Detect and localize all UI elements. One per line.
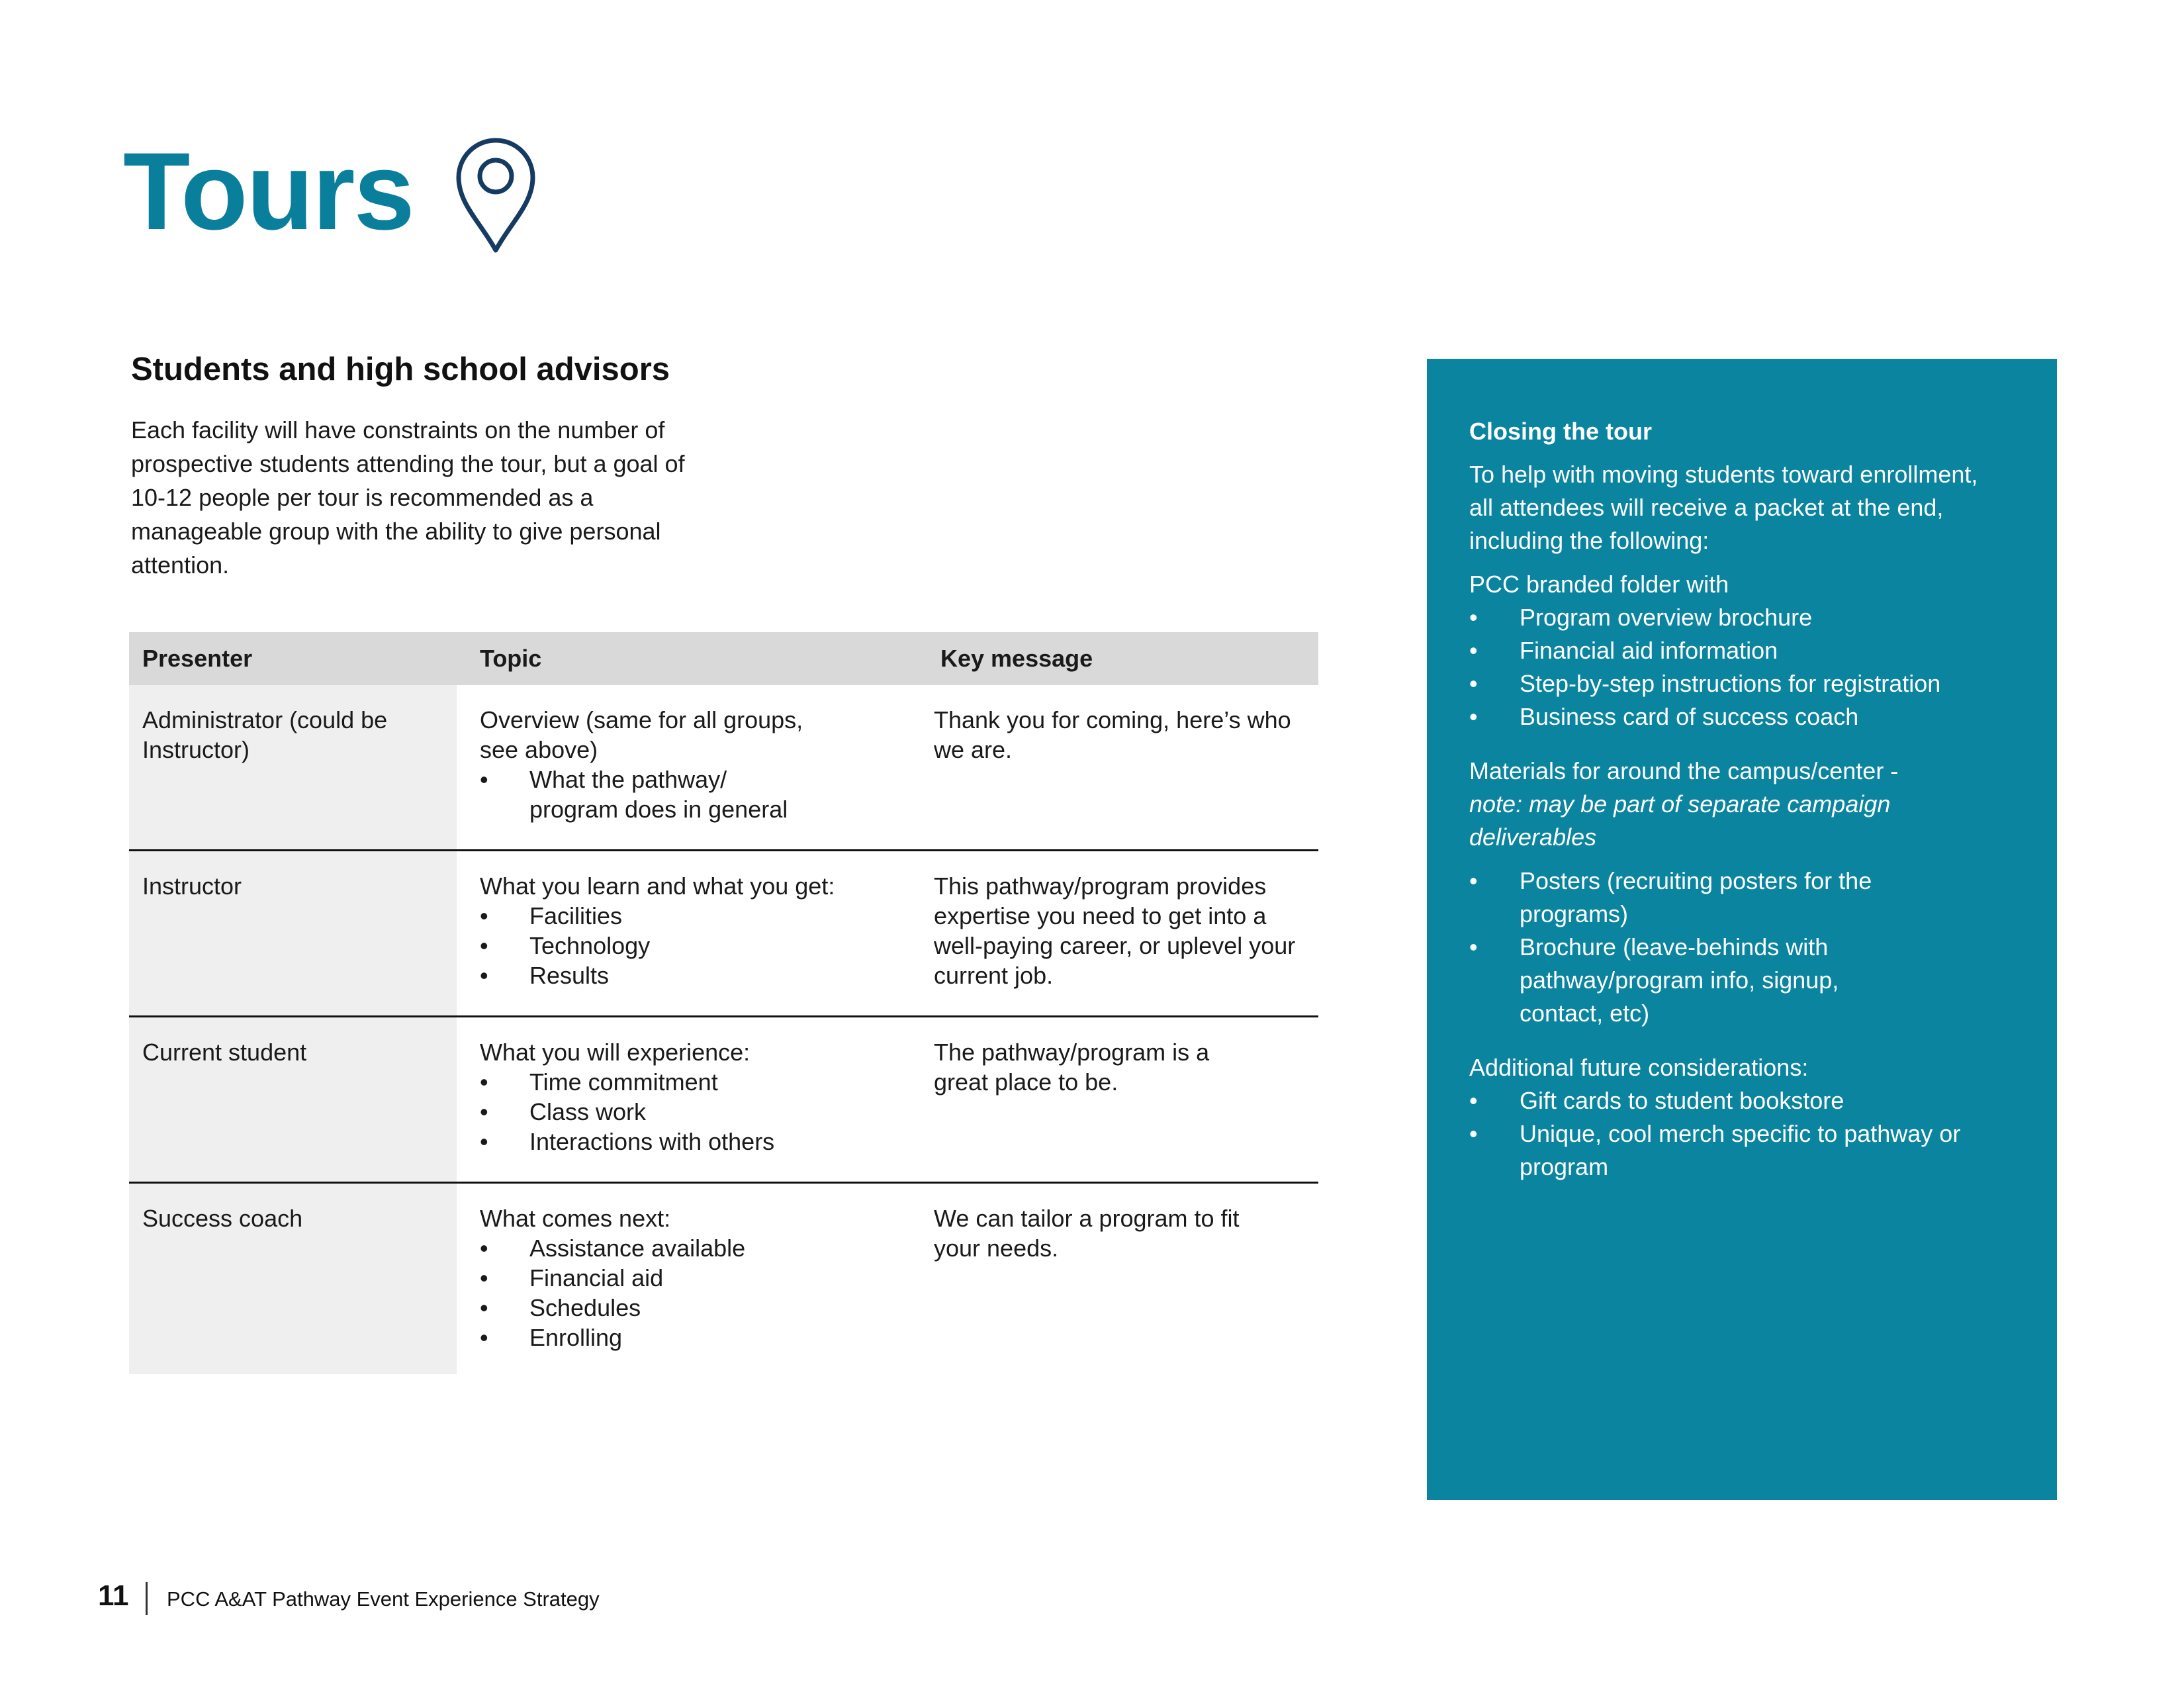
panel-content [1469, 416, 2019, 1184]
presenter-cell: Success coach [129, 1183, 457, 1375]
table-row [129, 1017, 1318, 1183]
presenter-cell: Administrator (could be Instructor) [129, 685, 457, 851]
list-item: • What the pathway/ program does in general [480, 765, 807, 824]
topic-text: What you will experience: [480, 1039, 751, 1066]
key-message-cell: This pathway/program provides expertise you need to get into a well-paying career, or uplevel your current job. [927, 851, 1318, 1017]
folder-list [1469, 601, 2019, 733]
list-item: • Facilities [480, 901, 927, 931]
closing-tour-panel [1427, 359, 2057, 1500]
list-item: • Brochure (leave-behinds with pathway/program info, signup, contact, etc) [1469, 931, 1917, 1030]
topic-list [480, 1233, 927, 1352]
topic-list [480, 765, 927, 824]
list-item: • Financial aid [480, 1263, 927, 1293]
presenter-cell: Instructor [129, 851, 457, 1017]
section-heading: Students and high school advisors [131, 352, 670, 387]
list-item: • Financial aid information [1469, 634, 2019, 667]
topic-list [480, 901, 927, 990]
list-item: • Class work [480, 1097, 927, 1127]
map-pin-icon [454, 138, 537, 254]
topic-cell [457, 1183, 927, 1375]
key-message-cell: The pathway/program is a great place to be. [927, 1017, 1318, 1183]
column-header-topic: Topic [457, 632, 927, 685]
list-item: • Assistance available [480, 1233, 927, 1263]
topic-list [480, 1067, 927, 1156]
list-item: • Results [480, 961, 927, 990]
list-item: • Posters (recruiting posters for the programs) [1469, 865, 1917, 931]
list-item: • Schedules [480, 1293, 927, 1323]
list-item: • Unique, cool merch specific to pathway or program [1469, 1117, 1970, 1184]
column-header-presenter: Presenter [129, 632, 457, 685]
document-title: PCC A&AT Pathway Event Experience Strategy [167, 1587, 600, 1611]
presenter-cell: Current student [129, 1017, 457, 1183]
list-item: • Gift cards to student bookstore [1469, 1084, 2019, 1117]
panel-intro: To help with moving students toward enrollment, all attendees will receive a packet at the end, including the following: [1469, 461, 1978, 554]
list-item: • Business card of success coach [1469, 700, 2019, 733]
table-row [129, 1183, 1318, 1375]
list-item: • Program overview brochure [1469, 601, 2019, 634]
topic-cell [457, 685, 927, 851]
footer-divider [146, 1582, 148, 1615]
materials-list [1469, 865, 2019, 1030]
key-message-cell: Thank you for coming, here’s who we are. [927, 685, 1318, 851]
table-row [129, 685, 1318, 851]
table-header-row [129, 632, 1318, 685]
list-item: • Time commitment [480, 1067, 927, 1097]
key-message-cell: We can tailor a program to fit your needs. [934, 1205, 1240, 1262]
future-label: Additional future considerations: [1469, 1054, 1809, 1081]
topic-text: What comes next: [480, 1205, 671, 1232]
topic-text: What you learn and what you get: [480, 872, 835, 900]
tour-presenters-table [129, 632, 1318, 1374]
page-title: Tours [123, 130, 414, 253]
page-number: 11 [98, 1579, 129, 1612]
folder-label: PCC branded folder with [1469, 571, 1729, 598]
column-header-key-message: Key message [927, 632, 1318, 685]
future-list [1469, 1084, 2019, 1184]
topic-cell [457, 851, 927, 1017]
intro-paragraph: Each facility will have constraints on the number of prospective students attending the tour, but a goal of 10-12 people per tour is recommended as a manageable group with the ability to give personal attention. [131, 416, 685, 579]
materials-note: note: may be part of separate campaign deliverables [1469, 790, 1891, 851]
panel-heading: Closing the tour [1469, 418, 1652, 445]
table-row [129, 851, 1318, 1017]
list-item: • Enrolling [480, 1323, 927, 1352]
topic-text: Overview (same for all groups, see above) [480, 706, 803, 763]
list-item: • Step-by-step instructions for registration [1469, 667, 2019, 700]
materials-label: Materials for around the campus/center - [1469, 757, 1899, 784]
topic-cell [457, 1017, 927, 1183]
list-item: • Interactions with others [480, 1127, 927, 1156]
list-item: • Technology [480, 931, 927, 961]
